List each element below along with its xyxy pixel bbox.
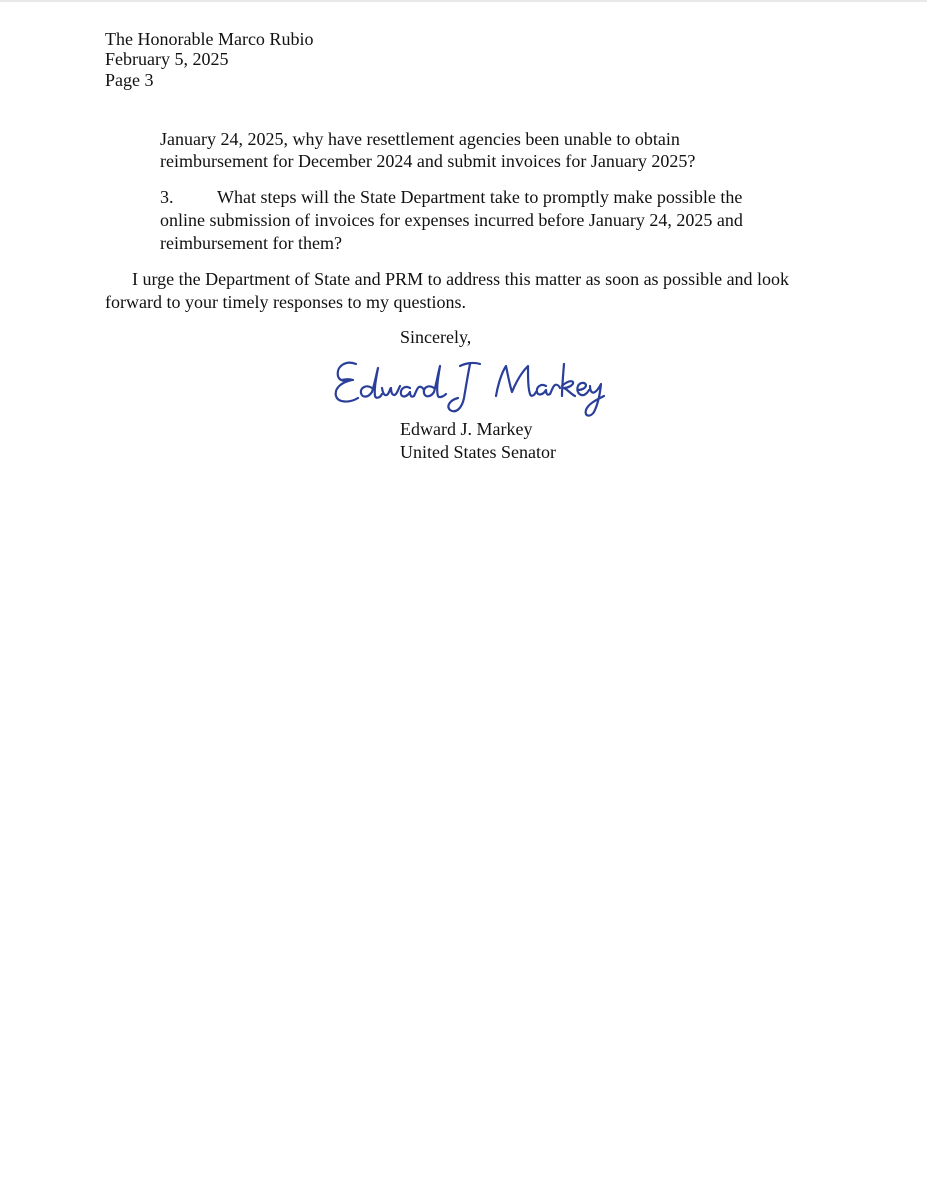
closing-paragraph-line1: I urge the Department of State and PRM to address this matter as soon as possible and look xyxy=(132,269,790,289)
handwritten-signature xyxy=(328,350,618,420)
date-line: February 5, 2025 xyxy=(105,49,229,69)
signer-name: Edward J. Markey xyxy=(400,419,533,439)
recipient-line: The Honorable Marco Rubio xyxy=(105,29,314,49)
question3-number: 3. xyxy=(160,187,174,207)
question3-line1: What steps will the State Department take to promptly make possible the xyxy=(217,187,743,207)
page-number: Page 3 xyxy=(105,70,154,90)
question3-line3: reimbursement for them? xyxy=(160,233,342,253)
signer-title: United States Senator xyxy=(400,442,556,462)
page-top-border xyxy=(0,0,927,2)
salutation: Sincerely, xyxy=(400,327,472,347)
question2-line2: reimbursement for December 2024 and submit invoices for January 2025? xyxy=(160,151,696,171)
closing-paragraph-line2: forward to your timely responses to my questions. xyxy=(105,292,466,312)
question2-line1: January 24, 2025, why have resettlement agencies been unable to obtain xyxy=(160,129,680,149)
question3-line2: online submission of invoices for expenses incurred before January 24, 2025 and xyxy=(160,210,743,230)
